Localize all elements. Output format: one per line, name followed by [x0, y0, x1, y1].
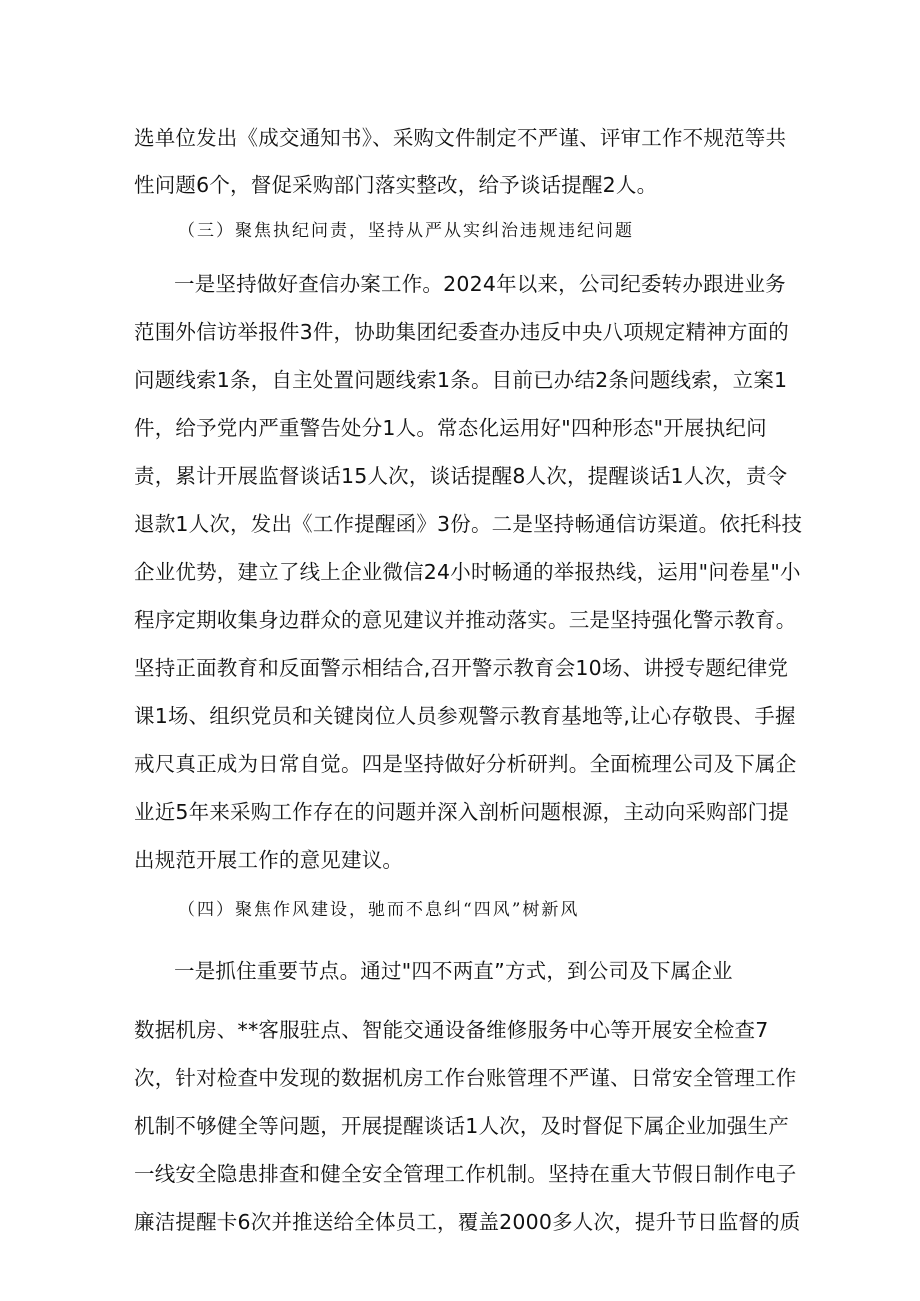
body-text-line: 性问题6个，督促采购部门落实整改，给予谈话提醒2人。: [134, 173, 658, 197]
body-text-line: 退款1人次，发出《工作提醒函》3份。二是坚持畅通信访渠道。依托科技: [134, 512, 803, 536]
section-heading-4: （四）聚焦作风建设，驰而不息纠“四风”树新风: [178, 900, 580, 920]
body-text-line: 坚持正面教育和反面警示相结合,召开警示教育会10场、讲授专题纪律党: [134, 656, 789, 680]
body-text-line: 课1场、组织党员和关键岗位人员参观警示教育基地等,让心存敬畏、手握: [134, 704, 796, 728]
body-text-line: 戒尺真正成为日常自觉。四是坚持做好分析研判。全面梳理公司及下属企: [134, 752, 797, 776]
body-text-line: 数据机房、**客服驻点、智能交通设备维修服务中心等开展安全检查7: [134, 1018, 769, 1042]
body-text-line: 选单位发出《成交通知书》、采购文件制定不严谨、评审工作不规范等共: [134, 126, 787, 150]
body-text-line: 问题线索1条，自主处置问题线索1条。目前已办结2条问题线索，立案1: [134, 368, 788, 392]
body-text-line: 一是抓住重要节点。通过"四不两直”方式，到公司及下属企业: [174, 959, 733, 983]
body-text-line: 机制不够健全等问题，开展提醒谈话1人次，及时督促下属企业加强生产: [134, 1114, 789, 1138]
body-text-line: 出规范开展工作的意见建议。: [134, 848, 404, 872]
body-text-line: 廉洁提醒卡6次并推送给全体员工，覆盖2000多人次，提升节日监督的质: [134, 1210, 801, 1234]
body-text-line: 程序定期收集身边群众的意见建议并推动落实。三是坚持强化警示教育。: [134, 608, 797, 632]
body-text-line: 件，给予党内严重警告处分1人。常态化运用好"四种形态"开展执纪问: [134, 416, 767, 440]
body-text-line: 一线安全隐患排查和健全安全管理工作机制。坚持在重大节假日制作电子: [134, 1162, 797, 1186]
body-text-line: 一是坚持做好查信办案工作。2024年以来，公司纪委转办跟进业务: [174, 272, 786, 296]
body-text-line: 业近5年来采购工作存在的问题并深入剖析问题根源，主动向采购部门提: [134, 800, 789, 824]
body-text-line: 责，累计开展监督谈话15人次，谈话提醒8人次，提醒谈话1人次，责令: [134, 464, 788, 488]
section-heading-3: （三）聚焦执纪问责，坚持从严从实纠治违规违纪问题: [178, 221, 634, 241]
body-text-line: 次，针对检查中发现的数据机房工作台账管理不严谨、日常安全管理工作: [134, 1066, 797, 1090]
body-text-line: 企业优势，建立了线上企业微信24小时畅通的举报热线，运用"问卷星"小: [134, 560, 801, 584]
body-text-line: 范围外信访举报件3件，协助集团纪委查办违反中央八项规定精神方面的: [134, 320, 789, 344]
